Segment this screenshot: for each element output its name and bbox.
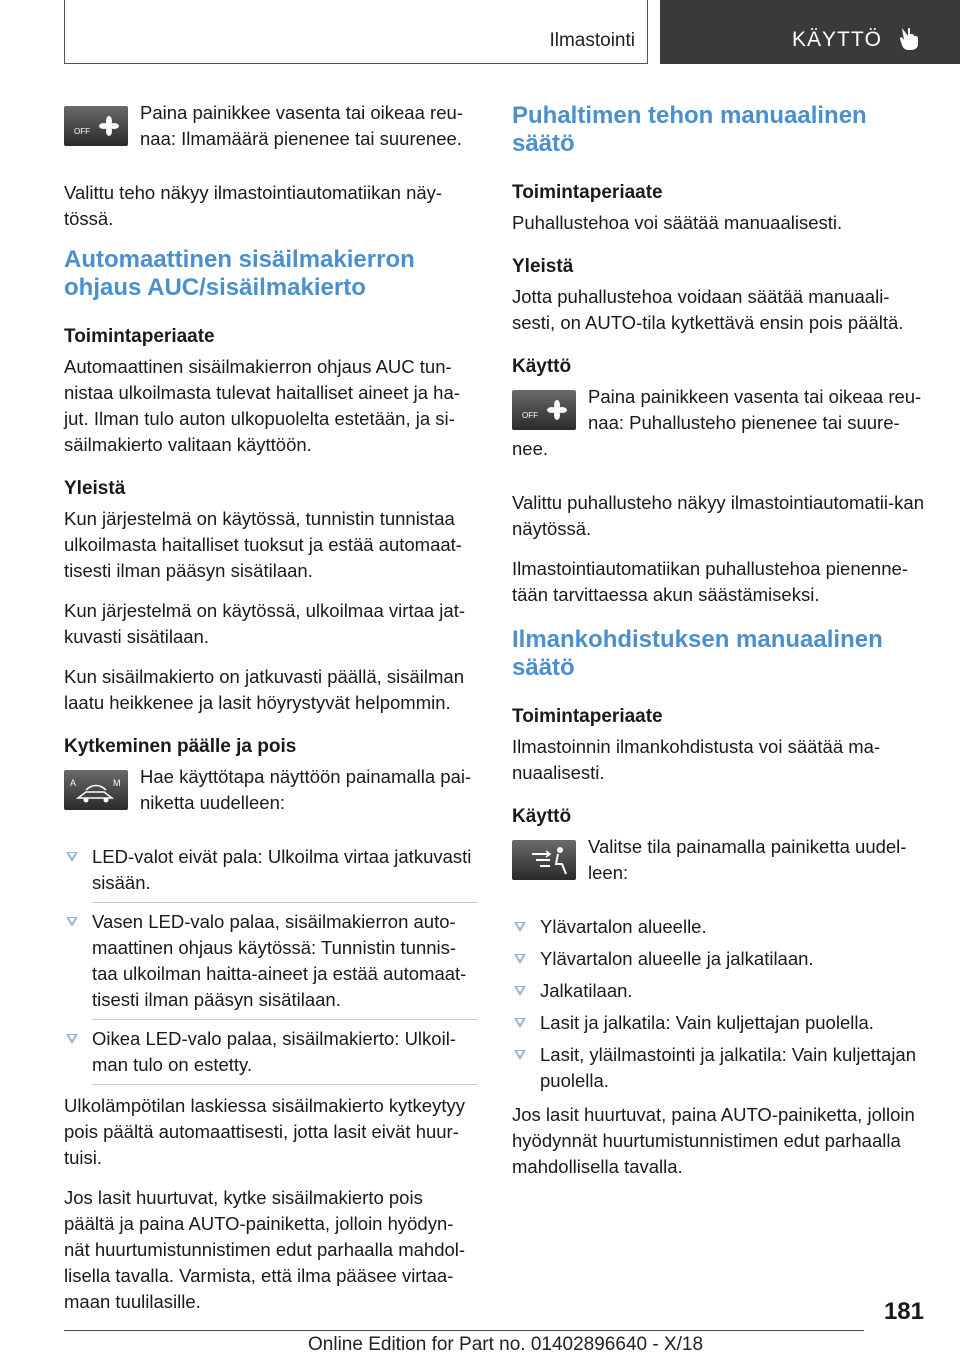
paragraph: Ilmastoinnin ilmankohdistusta voi säätää ma-nuaalisesti. xyxy=(512,736,881,783)
paragraph: Jos lasit huurtuvat, paina AUTO-painiketta, jolloin hyödynnät huurtumistunnistimen edut parhaalla mahdollisella tavalla. xyxy=(512,1104,915,1177)
fan-button-paragraph xyxy=(512,384,926,476)
svg-text:OFF: OFF xyxy=(74,127,90,136)
list-item: LED-valot eivät pala: Ulkoilma virtaa jatkuvasti sisään. xyxy=(64,844,478,903)
section-heading-fan: Puhaltimen tehon manuaalinen säätö xyxy=(512,102,867,157)
triangle-bullet-icon xyxy=(514,922,526,932)
recirc-button-text: Hae käyttötapa näyttöön painamalla pai-niketta uudelleen: xyxy=(140,766,472,813)
fan-button-icon xyxy=(64,106,128,146)
paragraph: Jos lasit huurtuvat, kytke sisäilmakierto pois päältä ja paina AUTO-painiketta, jolloin hyödyn-nät huurtumistunnistimen edut parhaalla mahdol-lisella tavalla. Varmista, että ilma pääsee virtaa-maan tuulilasille. xyxy=(64,1187,466,1312)
triangle-bullet-icon xyxy=(514,1050,526,1060)
subheading: Yleistä xyxy=(64,478,126,499)
paragraph: Valittu puhallusteho näkyy ilmastointiautomatii-kan näytössä. xyxy=(512,492,925,539)
triangle-bullet-icon xyxy=(514,954,526,964)
svg-text:M: M xyxy=(113,778,121,788)
paragraph: Ilmastointiautomatiikan puhallustehoa pienenne-tään tarvittaessa akun säästämiseksi. xyxy=(512,558,908,605)
footer-rule xyxy=(64,1330,864,1331)
left-column xyxy=(64,100,478,1329)
svg-text:A: A xyxy=(70,778,77,788)
paragraph: Kun järjestelmä on käytössä, tunnistin tunnistaa ulkoilmasta haitalliset tuoksut ja estää automaat-tisesti ilman pääsyn sisätilaan. xyxy=(64,508,462,581)
pointing-hand-icon xyxy=(896,24,924,52)
triangle-bullet-icon xyxy=(66,1034,78,1044)
svg-text:OFF: OFF xyxy=(522,411,538,420)
paragraph: Puhallustehoa voi säätää manuaalisesti. xyxy=(512,212,843,233)
subheading: Käyttö xyxy=(512,356,572,377)
header-box xyxy=(64,0,648,64)
subheading: Yleistä xyxy=(512,256,574,277)
section-title: KÄYTTÖ xyxy=(792,28,883,51)
list-item: Ylävartalon alueelle ja jalkatilaan. xyxy=(512,946,926,972)
right-column xyxy=(512,100,926,1194)
triangle-bullet-icon xyxy=(66,852,78,862)
section-tab xyxy=(660,0,960,64)
air-distribution-button-icon xyxy=(512,840,576,880)
list-item: Vasen LED-valo palaa, sisäilmakierron auto-maattinen ohjaus käytössä: Tunnistin tunnis-taa ulkoilman haitta-aineet ja estää automaat-tisesti ilman pääsyn sisätilaan. xyxy=(64,909,478,1020)
list-item: Lasit, yläilmastointi ja jalkatila: Vain kuljettajan puolella. xyxy=(512,1042,926,1094)
section-heading-air: Ilmankohdistuksen manuaalinen säätö xyxy=(512,626,883,681)
triangle-bullet-icon xyxy=(66,917,78,927)
triangle-bullet-icon xyxy=(514,986,526,996)
section-heading-auc: Automaattinen sisäilmakierron ohjaus AUC/sisäilmakierto xyxy=(64,246,415,301)
led-state-list xyxy=(64,844,478,1085)
fan-button-icon xyxy=(512,390,576,430)
list-item: Oikea LED-valo palaa, sisäilmakierto: Ulkoil-man tulo on estetty. xyxy=(64,1026,478,1085)
subheading: Toimintaperiaate xyxy=(512,706,663,727)
list-item: Lasit ja jalkatila: Vain kuljettajan puolella. xyxy=(512,1010,926,1036)
chapter-title: Ilmastointi xyxy=(549,30,635,51)
subheading: Toimintaperiaate xyxy=(512,182,663,203)
fan-button-text: Paina painikkee vasenta tai oikeaa reu-naa: Ilmamäärä pienenee tai suurenee. xyxy=(140,102,463,149)
air-distribution-paragraph xyxy=(512,834,926,900)
fan-button-text: Paina painikkeen vasenta tai oikeaa reu-naa: Puhallusteho pienenee tai suure-nee. xyxy=(512,386,922,459)
air-mode-list xyxy=(512,914,926,1094)
footer-edition: Online Edition for Part no. 01402896640 - X/18 xyxy=(308,1334,704,1355)
paragraph: Automaattinen sisäilmakierron ohjaus AUC tun-nistaa ulkoilmasta tulevat haitalliset aineet ja ha-jut. Ilman tulo auton ulkopuolelta estetään, ja si-säilmakierto valitaan käyttöön. xyxy=(64,356,460,455)
paragraph: Valittu teho näkyy ilmastointiautomatiikan näy-tössä. xyxy=(64,182,443,229)
triangle-bullet-icon xyxy=(514,1018,526,1028)
page-number: 181 xyxy=(883,1298,924,1325)
paragraph: Kun sisäilmakierto on jatkuvasti päällä, sisäilman laatu heikkenee ja lasit höyrystyvät helpommin. xyxy=(64,666,464,713)
fan-button-paragraph xyxy=(64,100,478,166)
subheading: Toimintaperiaate xyxy=(64,326,215,347)
list-item: Jalkatilaan. xyxy=(512,978,926,1004)
recirculation-button-icon xyxy=(64,770,128,810)
paragraph: Ulkolämpötilan laskiessa sisäilmakierto kytkeytyy pois päältä automaattisesti, jotta lasit eivät huur-tuisi. xyxy=(64,1095,465,1168)
paragraph: Kun järjestelmä on käytössä, ulkoilmaa virtaa jat-kuvasti sisätilaan. xyxy=(64,600,466,647)
subheading: Kytkeminen päälle ja pois xyxy=(64,736,297,757)
air-distribution-text: Valitse tila painamalla painiketta uudel-leen: xyxy=(588,836,907,883)
list-item: Ylävartalon alueelle. xyxy=(512,914,926,940)
paragraph: Jotta puhallustehoa voidaan säätää manuaali-sesti, on AUTO-tila kytkettävä ensin pois päältä. xyxy=(512,286,904,333)
recirc-button-paragraph xyxy=(64,764,478,830)
subheading: Käyttö xyxy=(512,806,572,827)
